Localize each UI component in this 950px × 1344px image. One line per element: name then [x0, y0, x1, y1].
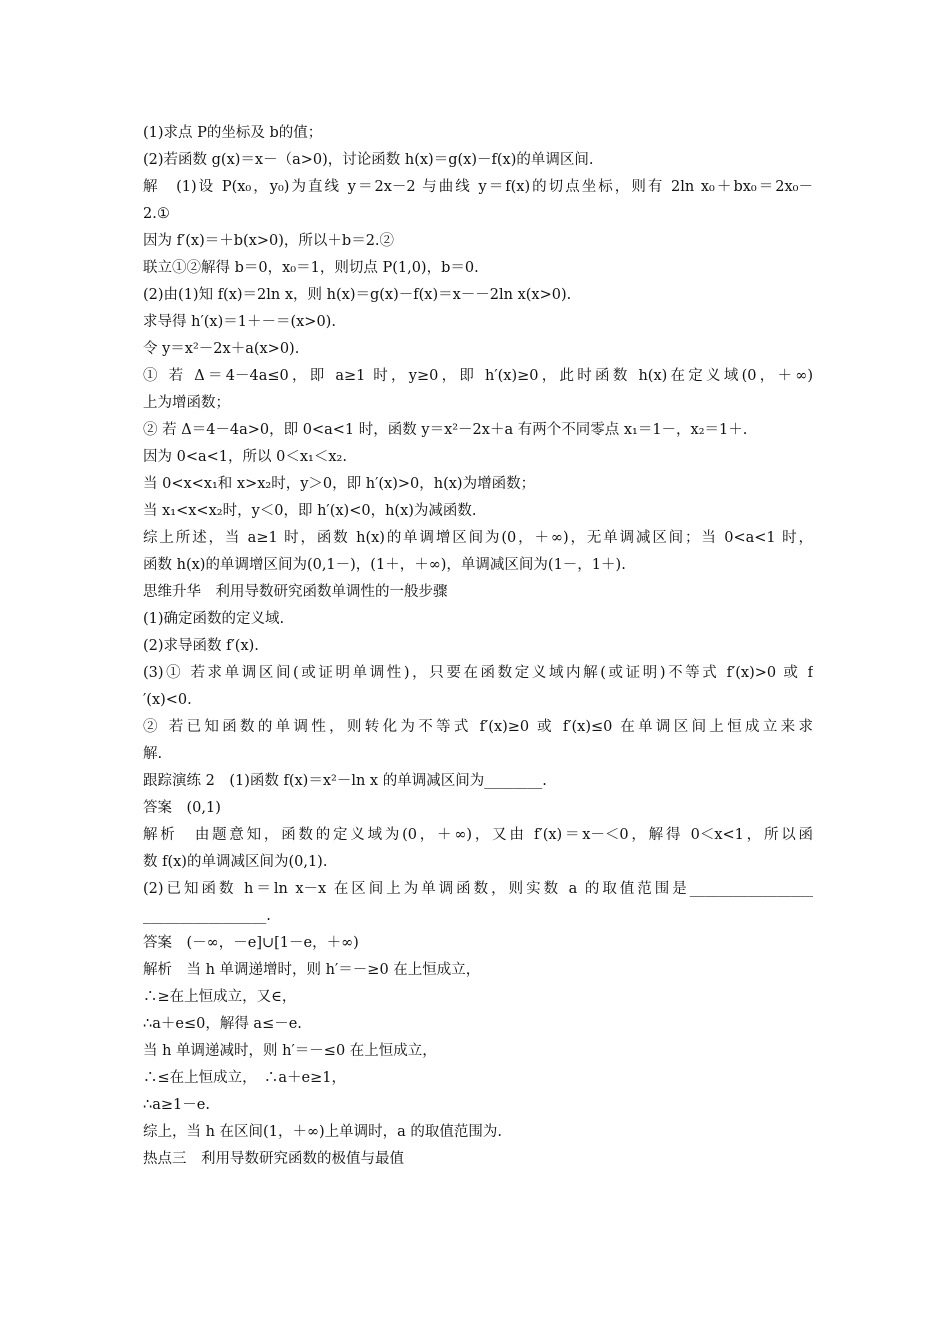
text-line: (1)确定函数的定义域. — [143, 611, 285, 627]
text-line: 解析 由题意知，函数的定义域为(0，＋∞)，又由 f′(x)＝x－＜0，解得 0＜x<1，所以函 — [143, 827, 813, 843]
text-line: ② 若已知函数的单调性，则转化为不等式 f′(x)≥0 或 f′(x)≤0 在单调区间上恒成立来求 — [143, 719, 813, 735]
text-line: 因为 0<a<1，所以 0＜x₁＜x₂. — [143, 449, 347, 465]
text-line: 思维升华 利用导数研究函数单调性的一般步骤 — [143, 584, 448, 600]
text-line: 数 f(x)的单调减区间为(0,1). — [143, 854, 328, 870]
text-line: ∴≤在上恒成立， ∴a＋e≥1， — [143, 1070, 346, 1086]
text-line: 答案 (－∞，－e]∪[1－e，＋∞) — [143, 935, 359, 951]
text-line: 综上所述，当 a≥1 时，函数 h(x)的单调增区间为(0，＋∞)，无单调减区间；当 0<a<1 时， — [143, 530, 813, 546]
text-line: 上为增函数； — [143, 395, 230, 411]
text-line: _________________. — [143, 908, 271, 924]
text-line: 解 (1)设 P(x₀，y₀)为直线 y＝2x－2 与曲线 y＝f(x)的切点坐标，则有 2ln x₀＋bx₀＝2x₀－ — [143, 179, 813, 195]
text-line: 答案 (0,1) — [143, 800, 221, 816]
text-line: (3)① 若求单调区间(或证明单调性)，只要在函数定义域内解(或证明)不等式 f′(x)>0 或 f — [143, 665, 813, 681]
text-line: ∴a≥1－e. — [143, 1097, 210, 1113]
text-line: 因为 f′(x)＝＋b(x>0)，所以＋b＝2.② — [143, 233, 395, 249]
text-line: 求导得 h′(x)＝1＋－＝(x>0). — [143, 314, 336, 330]
text-line: (2)已知函数 h＝ln x－x 在区间上为单调函数，则实数 a 的取值范围是_________________ — [143, 881, 813, 897]
text-line: (1)求点 P的坐标及 b的值； — [143, 125, 323, 141]
text-line: (2)若函数 g(x)＝x－（a>0)，讨论函数 h(x)＝g(x)－f(x)的单调区间. — [143, 152, 594, 168]
text-line: (2)由(1)知 f(x)＝2ln x，则 h(x)＝g(x)－f(x)＝x－－2ln x(x>0). — [143, 287, 572, 303]
text-line: 解. — [143, 746, 163, 762]
text-line: ′(x)<0. — [143, 692, 192, 708]
text-line: 综上，当 h 在区间(1，＋∞)上单调时，a 的取值范围为. — [143, 1124, 503, 1140]
text-line: ∴a＋e≤0，解得 a≤－e. — [143, 1016, 302, 1032]
text-line: 解析 当 h 单调递增时，则 h′＝－≥0 在上恒成立， — [143, 962, 481, 978]
text-line: ① 若 Δ＝4－4a≤0，即 a≥1 时，y≥0，即 h′(x)≥0，此时函数 h(x)在定义域(0，＋∞) — [143, 368, 813, 384]
text-line: 当 0<x<x₁和 x>x₂时，y＞0，即 h′(x)>0，h(x)为增函数； — [143, 476, 536, 492]
text-line: 当 h 单调递减时，则 h′＝－≤0 在上恒成立， — [143, 1043, 437, 1059]
text-line: 函数 h(x)的单调增区间为(0,1－)，(1＋，＋∞)，单调减区间为(1－，1＋). — [143, 557, 626, 573]
text-line: 热点三 利用导数研究函数的极值与最值 — [143, 1151, 404, 1167]
text-line: 当 x₁<x<x₂时，y＜0，即 h′(x)<0，h(x)为减函数. — [143, 503, 477, 519]
text-line: 令 y＝x²－2x＋a(x>0). — [143, 341, 300, 357]
text-line: ∴≥在上恒成立，又∈， — [143, 989, 297, 1005]
text-line: ② 若 Δ＝4－4a>0，即 0<a<1 时，函数 y＝x²－2x＋a 有两个不同零点 x₁＝1－，x₂＝1＋. — [143, 422, 748, 438]
text-line: 2.① — [143, 206, 170, 222]
text-line: 跟踪演练 2 (1)函数 f(x)＝x²－ln x 的单调减区间为________. — [143, 773, 547, 789]
text-line: 联立①②解得 b＝0，x₀＝1，则切点 P(1,0)，b＝0. — [143, 260, 479, 276]
text-line: (2)求导函数 f′(x). — [143, 638, 259, 654]
